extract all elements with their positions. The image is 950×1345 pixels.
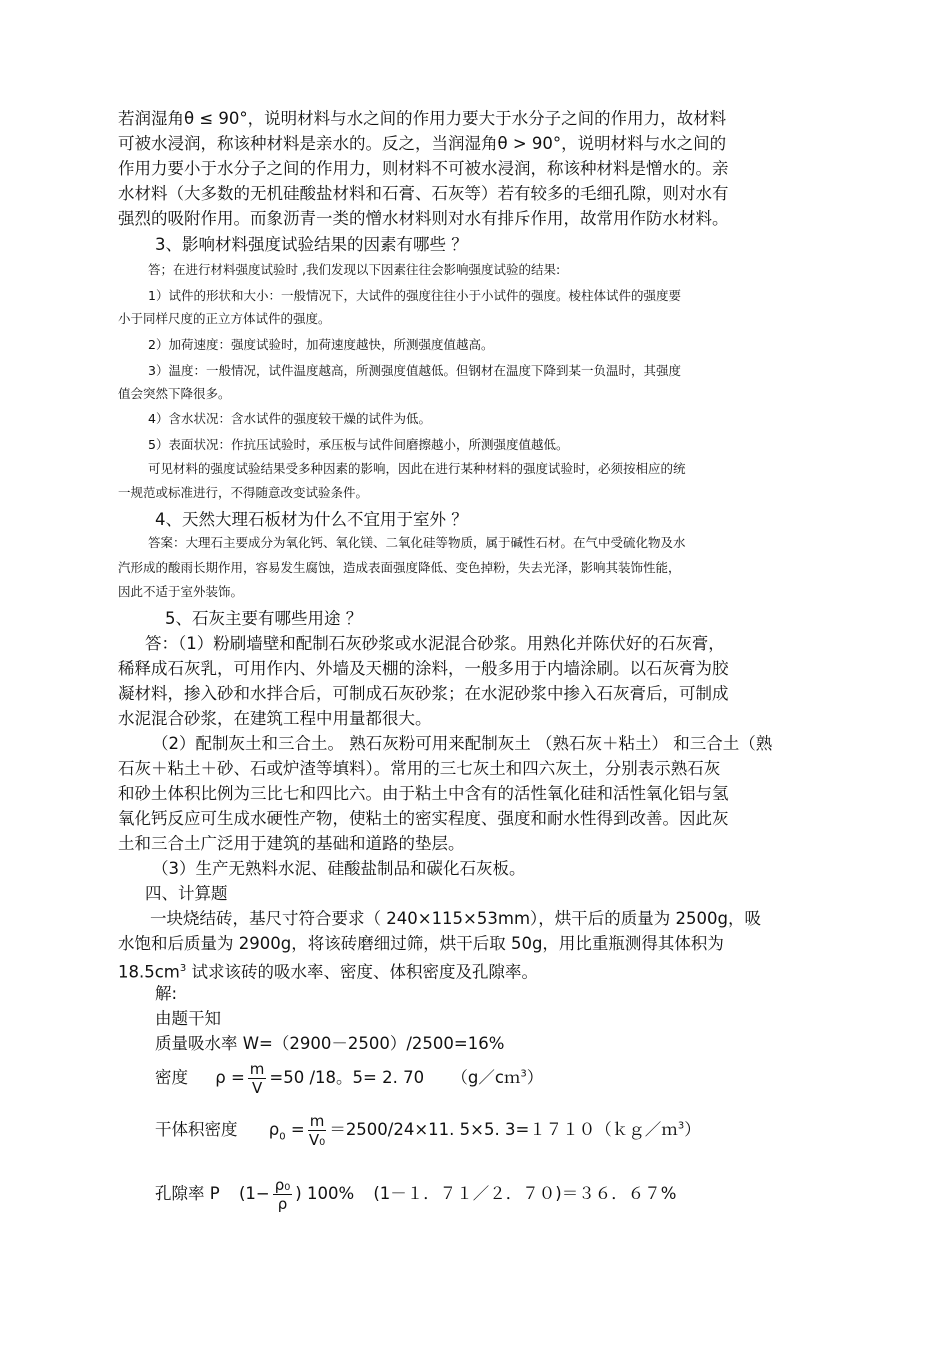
formula-unit: （g／cｍ (451, 1068, 521, 1087)
formula-value: =50 /18。5= 2. 70 (269, 1068, 425, 1087)
numerator: m (249, 1060, 265, 1078)
numerator: ρ₀ (274, 1176, 291, 1194)
text-line: 和砂土体积比例为三比七和四比六。由于粘土中含有的活性氧化硅和活性氧化铝与氢 (118, 784, 729, 803)
text-line: 作用力要小于水分子之间的作用力，则材料不可被水浸润，称该种材料是憎水的。亲 (118, 159, 729, 178)
text-line (118, 957, 538, 985)
text-line: 2）加荷速度：强度试验时，加荷速度越快，所测强度值越高。 (148, 337, 494, 352)
text-line: 由题干知 (155, 1009, 221, 1028)
superscript: 3 (179, 963, 187, 974)
text-line: 因此不适于室外装饰。 (118, 584, 244, 599)
formula-symbol: ρ (268, 1120, 280, 1139)
text-line: 可见材料的强度试验结果受多种因素的影响，因此在进行某种材料的强度试验时，必须按相应的统 (148, 461, 686, 476)
formula-density (155, 1060, 543, 1097)
formula-water-absorption: 质量吸水率 W=（2900－2500）/2500=16% (155, 1034, 505, 1053)
text-line: 水材料（大多数的无机硅酸盐材料和石膏、石灰等）若有较多的毛细孔隙，则对水有 (118, 184, 729, 203)
fraction (273, 1176, 293, 1213)
formula-dry-bulk-density (155, 1112, 701, 1149)
text-line: 可被水浸润，称该种材料是亲水的。反之，当润湿角θ > 90°，说明材料与水之间的 (118, 134, 727, 153)
formula-value: (1－１．７１／２．７０)＝３６．６７% (373, 1184, 677, 1203)
text-line: （2）配制灰土和三合土。 熟石灰粉可用来配制灰土 （熟石灰＋粘土） 和三合土（熟 (152, 734, 773, 753)
text-line: 一块烧结砖，基尺寸符合要求（ 240×115×53mm），烘干后的质量为 2500g，吸 (150, 909, 761, 928)
question-heading: 5、石灰主要有哪些用途 ？ (165, 609, 363, 628)
section-heading: 四、计算题 (145, 884, 228, 903)
text-line: 土和三合土广泛用于建筑的基础和道路的垫层。 (118, 834, 465, 853)
superscript: 3 (520, 1068, 527, 1080)
formula-symbol: ) 100% (295, 1184, 355, 1203)
text-line: 水饱和后质量为 2900g，将该砖磨细过筛，烘干后取 50g，用比重瓶测得其体积为 (118, 934, 724, 953)
formula-label: 孔隙率 P (155, 1184, 220, 1203)
formula-symbol: (1− (238, 1184, 270, 1203)
formula-symbol: ρ = (215, 1068, 245, 1087)
text-line: 石灰＋粘土＋砂、石或炉渣等填料）。常用的三七灰土和四六灰土，分别表示熟石灰 (118, 759, 721, 778)
text-line: 解: (155, 984, 178, 1003)
question-heading: 4、天然大理石板材为什么不宜用于室外 ？ (155, 510, 468, 529)
text-line: 答案：大理石主要成分为氧化钙、氧化镁、二氧化硅等物质，属于碱性石材。在气中受硫化物及水 (148, 535, 686, 550)
question-heading: 3、影响材料强度试验结果的因素有哪些 ？ (155, 235, 468, 254)
formula-symbol: = (285, 1120, 305, 1139)
formula-label: 干体积密度 (155, 1120, 238, 1139)
denominator: V (251, 1079, 263, 1097)
formula-unit: ） (684, 1120, 701, 1139)
text-line: （3）生产无熟料水泥、硅酸盐制品和碳化石灰板。 (152, 859, 526, 878)
text-line: 3）温度：一般情况，试件温度越高，所测强度值越低。但钢材在温度下降到某一负温时，其强度 (148, 363, 681, 378)
text-line: 水泥混合砂浆，在建筑工程中用量都很大。 (118, 709, 432, 728)
formula-porosity (155, 1176, 676, 1213)
text-line: 4）含水状况：含水试件的强度较干燥的试件为低。 (148, 411, 431, 426)
superscript: 3 (677, 1120, 685, 1132)
fraction (248, 1060, 267, 1097)
text-line: 值会突然下降很多。 (118, 386, 231, 401)
fraction (308, 1112, 327, 1149)
text-line: 若润湿角θ ≤ 90°，说明材料与水之间的作用力要大于水分子之间的作用力，故材料 (118, 109, 727, 128)
formula-value: ＝2500/24×11. 5×5. 3=１７１０（ｋｇ／ｍ (329, 1120, 678, 1139)
formula-unit: ） (526, 1068, 544, 1087)
text-line: 答：（1）粉刷墙壁和配制石灰砂浆或水泥混合砂浆。用熟化并陈伏好的石灰膏， (145, 634, 725, 653)
text-line: 小于同样尺度的正立方体试件的强度。 (118, 311, 331, 326)
value-text: 18.5cm (118, 962, 180, 982)
text-line: 一规范或标准进行，不得随意改变试验条件。 (118, 485, 369, 500)
value-text: 试求该砖的吸水率、密度、体积密度及孔隙率。 (186, 962, 539, 982)
text-line: 答；在进行材料强度试验时 ,我们发现以下因素往往会影响强度试验的结果: (148, 262, 561, 277)
formula-label: 密度 (155, 1068, 188, 1087)
text-line: 氧化钙反应可生成水硬性产物，使粘土的密实程度、强度和耐水性得到改善。因此灰 (118, 809, 729, 828)
text-line: 汽形成的酸雨长期作用，容易发生腐蚀，造成表面强度降低、变色掉粉，失去光泽，影响其装饰性能， (118, 560, 681, 575)
text-line: 5）表面状况：作抗压试验时，承压板与试件间磨擦越小，所测强度值越低。 (148, 437, 569, 452)
denominator: ρ (277, 1195, 288, 1213)
text-line: 凝材料，掺入砂和水拌合后，可制成石灰砂浆；在水泥砂浆中掺入石灰膏后，可制成 (118, 684, 729, 703)
text-line: 1）试件的形状和大小：一般情况下，大试件的强度往往小于小试件的强度。棱柱体试件的强度要 (148, 288, 681, 303)
text-line: 强烈的吸附作用。而象沥青一类的憎水材料则对水有排斥作用，故常用作防水材料。 (118, 209, 729, 228)
denominator: V₀ (308, 1131, 326, 1149)
numerator: m (309, 1112, 325, 1130)
subscript: 0 (279, 1131, 286, 1143)
text-line: 稀释成石灰乳，可用作内、外墙及天棚的涂料，一般多用于内墙涂刷。以石灰膏为胶 (118, 659, 729, 678)
